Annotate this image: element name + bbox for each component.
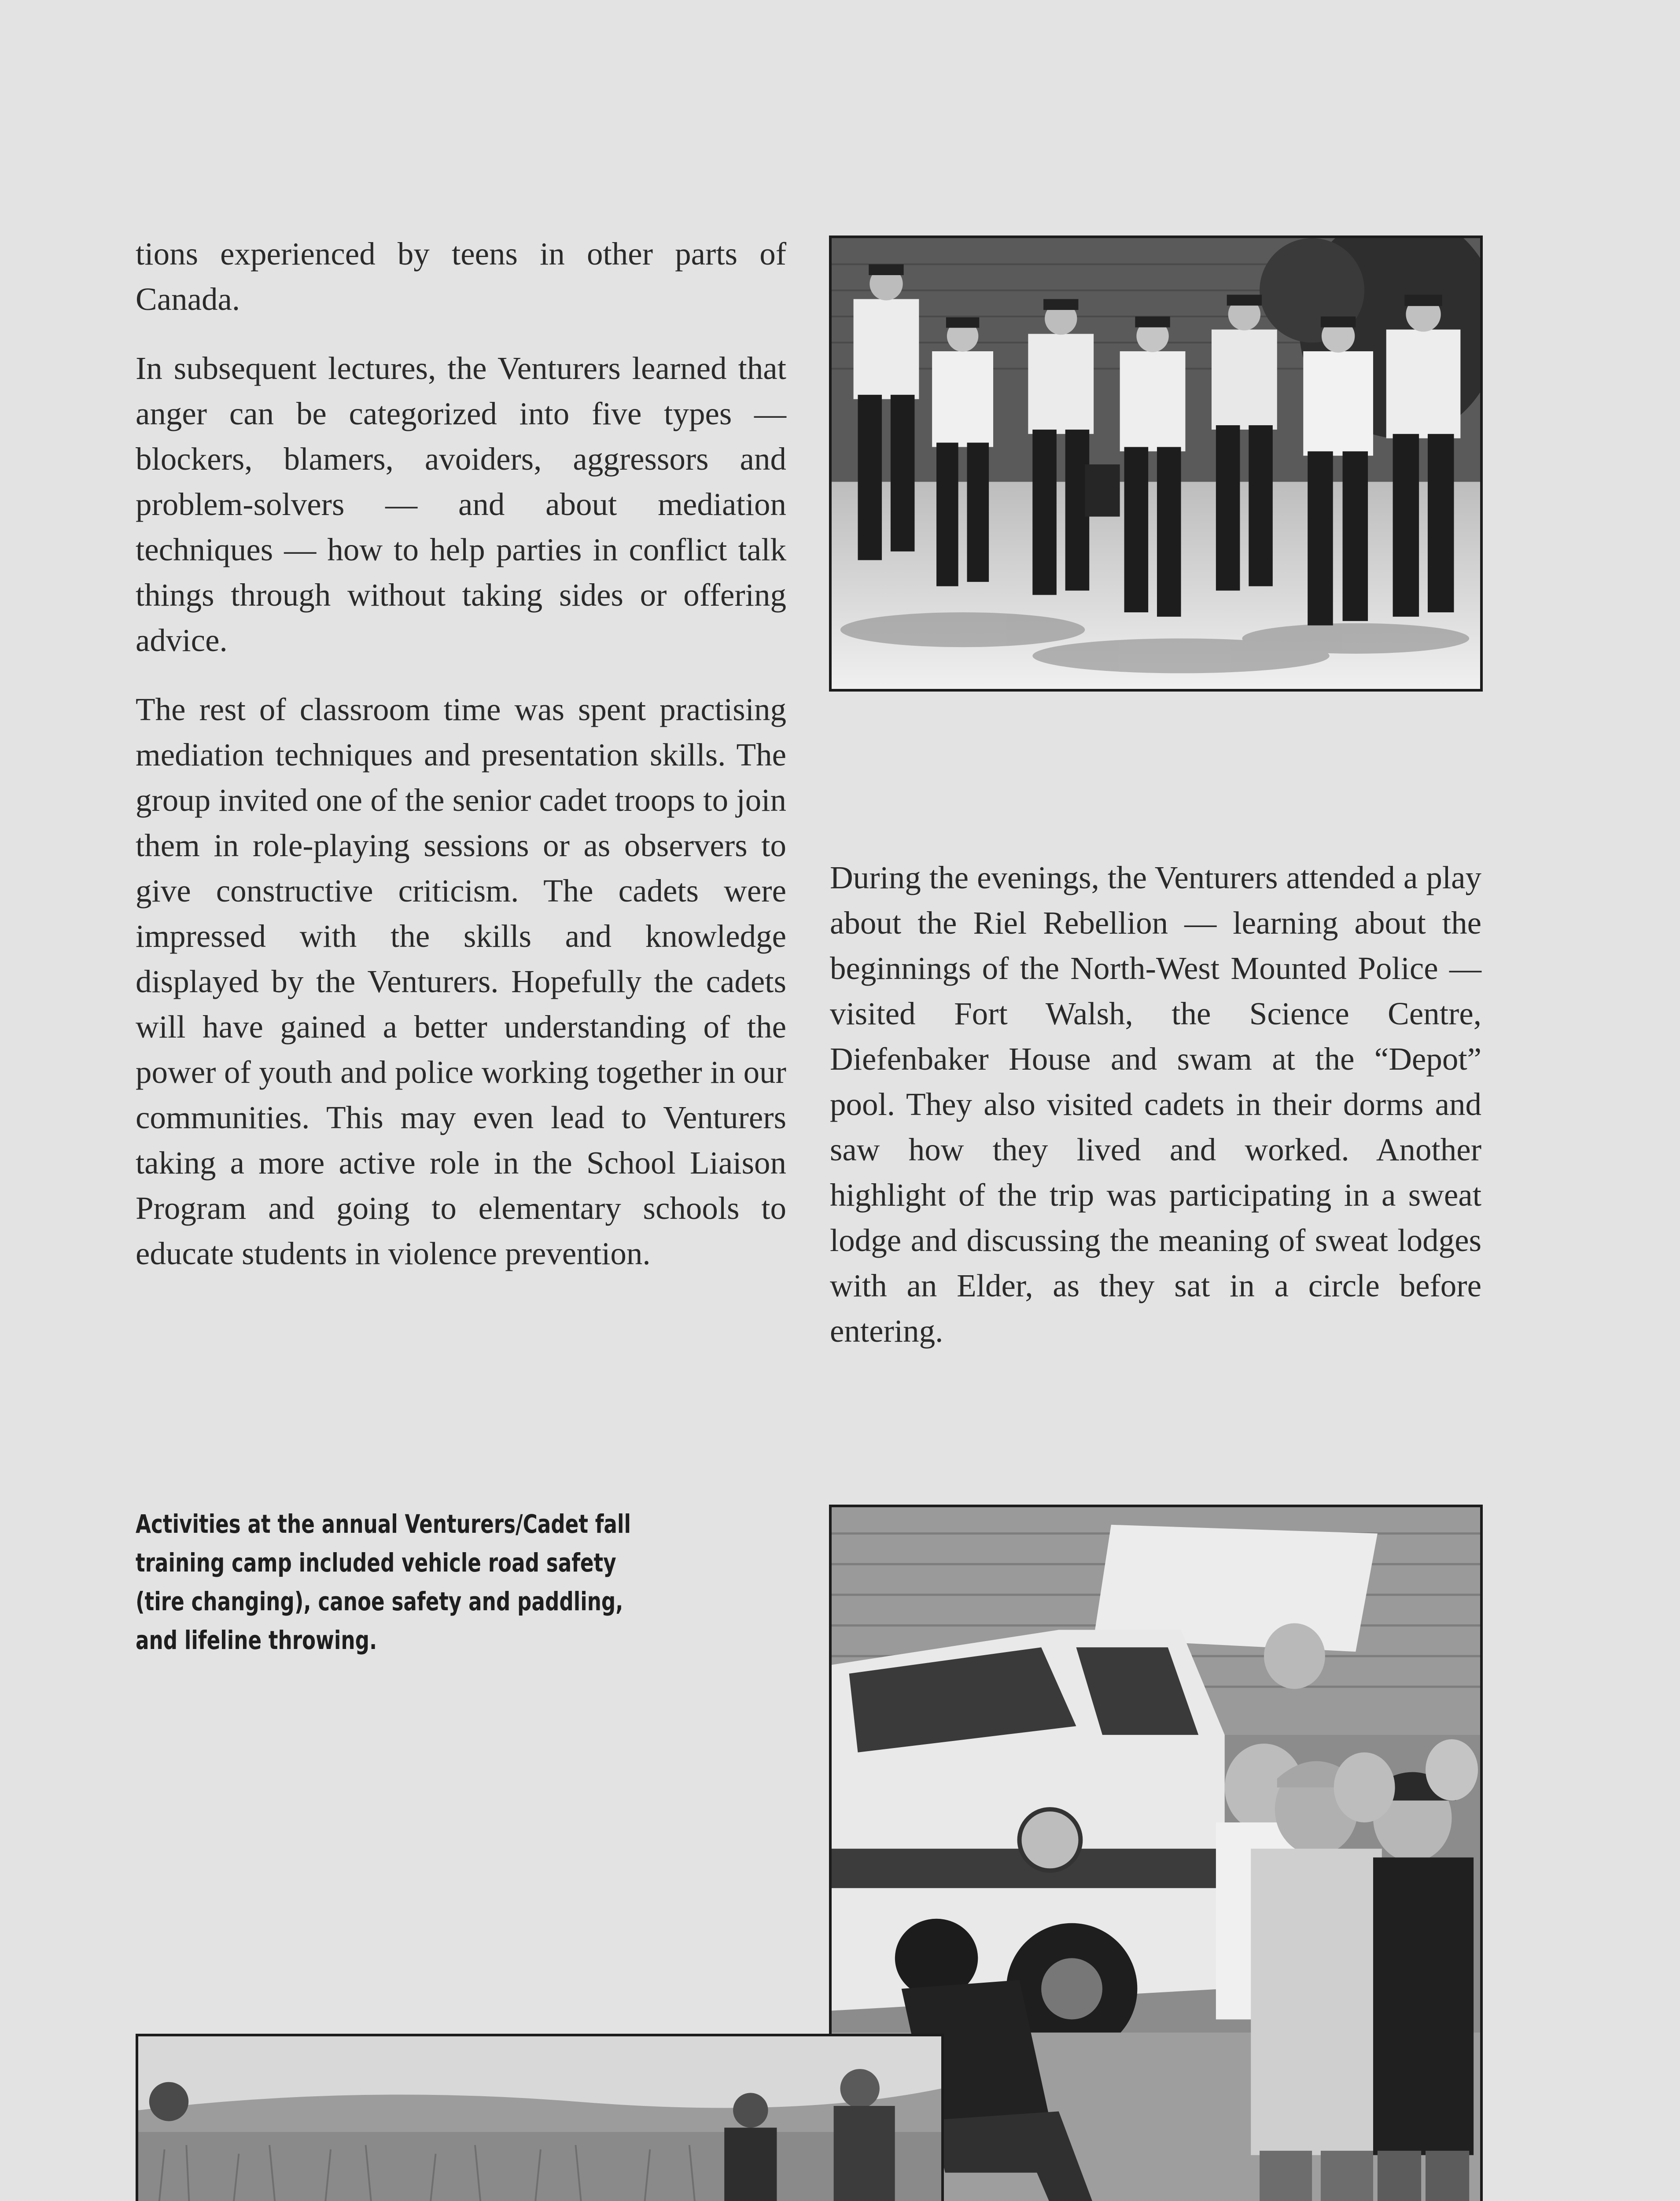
right-text-column	[830, 855, 1481, 1377]
paragraph: The rest of classroom time was spent practising mediation techniques and presentation skills. The group invited one of the senior cadet troops to join them in role-playing sessions or as observers to give constructive criticism. The cadets were impressed with the skills and knowledge displayed by the Venturers. Hopefully the cadets will have gained a better understanding of the power of youth and police working together in our communities. This may even lead to Venturers taking a more active role in the School Liaison Program and going to elementary schools to educate students in violence prevention.	[136, 692, 786, 1271]
canoe-safety-photo	[136, 2034, 944, 2201]
cadets-marching-photo	[829, 236, 1483, 692]
paragraph: During the evenings, the Venturers attended a play about the Riel Rebellion — learning about the beginnings of the North-West Mounted Police — visited Fort Walsh, the Science Centre, Diefenbaker House and swam at the “Depot” pool. They also visited cadets in their dorms and saw how they lived and worked. Another highlight of the trip was participating in a sweat lodge and discussing the meaning of sweat lodges with an Elder, as they sat in a circle before entering.	[830, 860, 1481, 1349]
paragraph: tions experienced by teens in other parts of Canada.	[136, 236, 786, 317]
photo-caption: Activities at the annual Venturers/Cadet fall training camp included vehicle road safety (tire changing), canoe safety and paddling, and lifeline throwing.	[136, 1509, 631, 1655]
left-text-column	[136, 231, 786, 1300]
paragraph: In subsequent lectures, the Venturers learned that anger can be categorized into five types — blockers, blamers, avoiders, aggressors and problem-solvers — and about mediation techniques — how to help parties in conflict talk things through without taking sides or offering advice.	[136, 350, 786, 658]
